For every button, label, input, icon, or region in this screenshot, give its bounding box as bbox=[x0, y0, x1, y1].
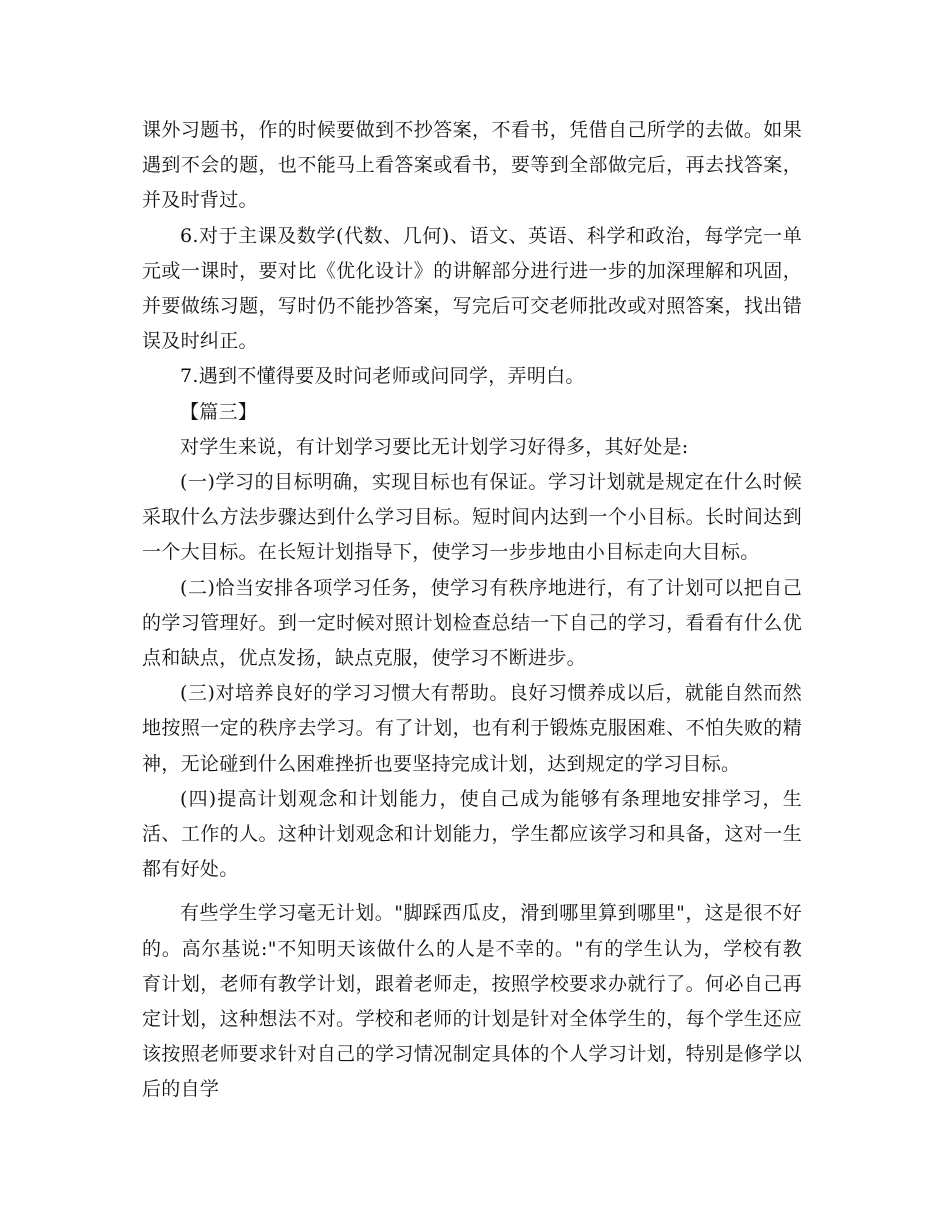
document-body bbox=[142, 113, 802, 1108]
paragraph-point-4: (四)提高计划观念和计划能力，使自己成为能够有条理地安排学习，生活、工作的人。这种计划观念和计划能力，学生都应该学习和具备，这对一生都有好处。 bbox=[142, 787, 802, 881]
paragraph-point-1: (一)学习的目标明确，实现目标也有保证。学习计划就是规定在什么时候采取什么方法步骤达到什么学习目标。短时间内达到一个小目标。长时间达到一个大目标。在长短计划指导下，使学习一步步地由小目标走向大目标。 bbox=[142, 471, 802, 564]
paragraph-intro: 对学生来说，有计划学习要比无计划学习好得多，其好处是: bbox=[180, 435, 689, 458]
paragraph-continued: 课外习题书，作的时候要做到不抄答案，不看书，凭借自己所学的去做。如果遇到不会的题，也不能马上看答案或看书，要等到全部做完后，再去找答案，并及时背过。 bbox=[142, 119, 802, 212]
section-heading: 【篇三】 bbox=[180, 400, 258, 423]
paragraph-point-2: (二)恰当安排各项学习任务，使学习有秩序地进行，有了计划可以把自己的学习管理好。到一定时候对照计划检查总结一下自己的学习，看看有什么优点和缺点，优点发扬，缺点克服，使学习不断进步。 bbox=[142, 576, 802, 670]
paragraph-item-6: 6.对于主课及数学(代数、几何)、语文、英语、科学和政治，每学完一单元或一课时，要对比《优化设计》的讲解部分进行进一步的加深理解和巩固，并要做练习题，写时仍不能抄答案，写完后可交老师批改或对照答案，找出错误及时纠正。 bbox=[142, 224, 802, 353]
paragraph-point-3: (三)对培养良好的学习习惯大有帮助。良好习惯养成以后，就能自然而然地按照一定的秩序去学习。有了计划，也有利于锻炼克服困难、不怕失败的精神，无论碰到什么困难挫折也要坚持完成计划，达到规定的学习目标。 bbox=[142, 682, 802, 775]
paragraph-item-7: 7.遇到不懂得要及时问老师或问同学，弄明白。 bbox=[180, 365, 585, 388]
paragraph-closing: 有些学生学习毫无计划。"脚踩西瓜皮，滑到哪里算到哪里"，这是很不好的。高尔基说:"不知明天该做什么的人是不幸的。"有的学生认为，学校有教育计划，老师有教学计划，跟着老师走，按照学校要求办就行了。何必自己再定计划，这种想法不对。学校和老师的计划是针对全体学生的，每个学生还应该按照老师要求针对自己的学习情况制定具体的个人学习计划，特别是修学以后的自学 bbox=[142, 902, 802, 1101]
